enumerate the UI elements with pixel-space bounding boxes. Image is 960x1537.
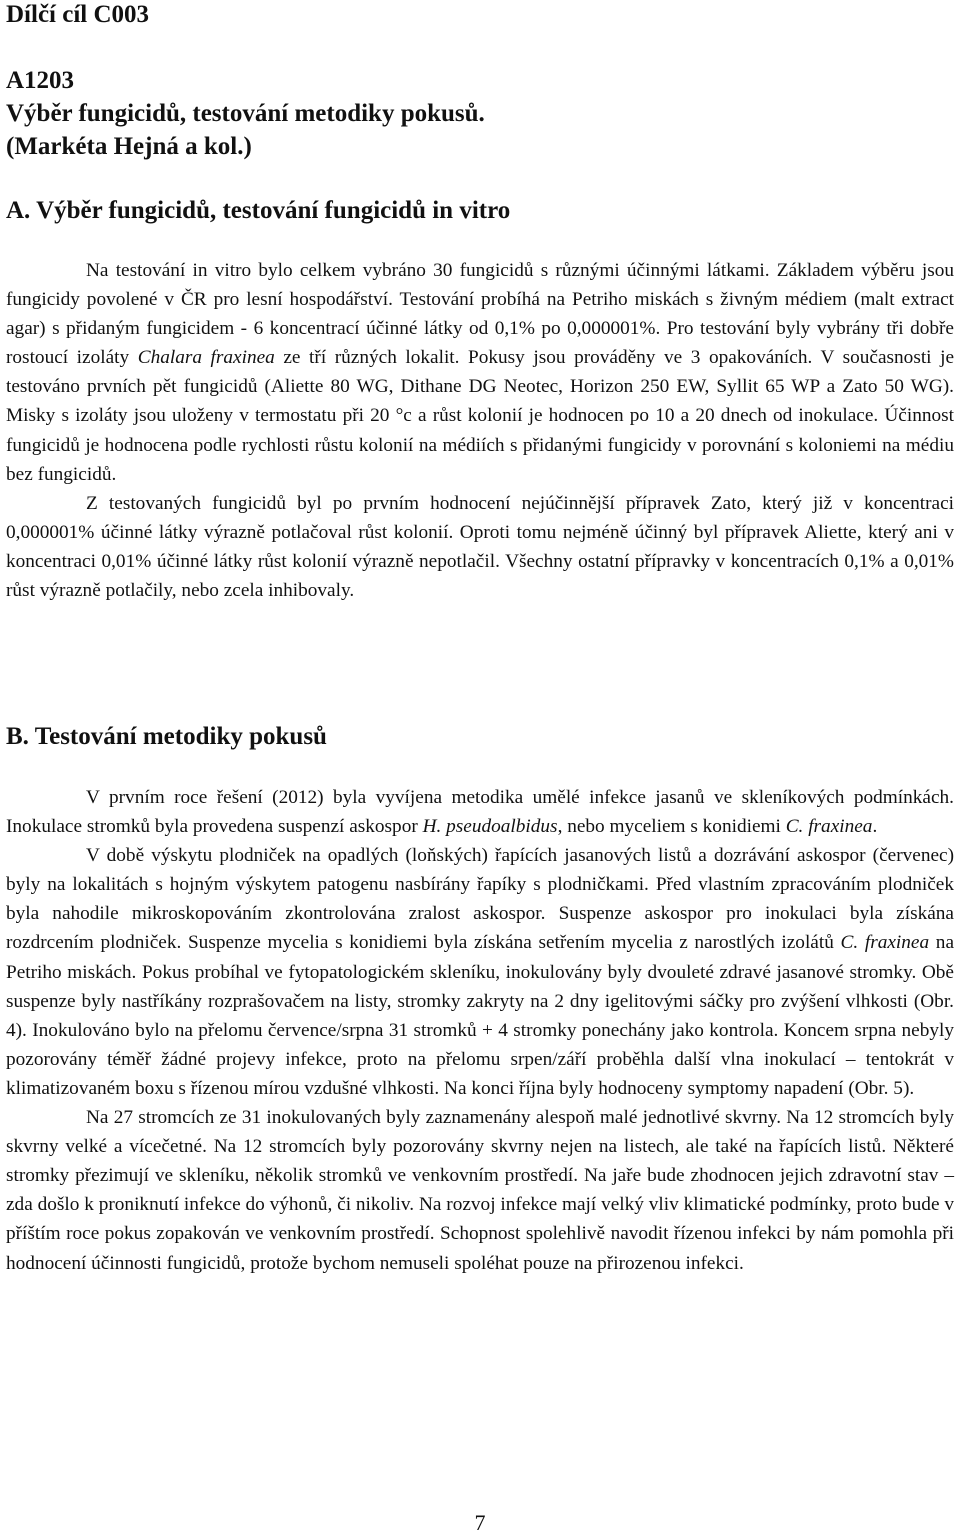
section-a-body [6, 256, 954, 605]
activity-authors: (Markéta Hejná a kol.) [6, 133, 252, 160]
section-b-body [6, 783, 954, 1278]
species-name: Chalara fraxinea [137, 347, 275, 369]
text-run: Na testování in vitro bylo celkem vybráno 30 fungicidů s různými účinnými látkami. Základem výběru jsou fungicidy povolené v ČR pro lesní hospodářství. Testování probíhá na Petriho miskách s živným médiem (malt extract agar) s přidaným fungicidem - 6 koncentrací účinné látky od 0,1% po 0,000001%. Pro testování byly vybrány tři dobře rostoucí izoláty [6, 260, 954, 369]
section-b-paragraph-2 [6, 841, 954, 1103]
text-run: V době výskytu plodniček na opadlých (loňských) řapících jasanových listů a dozrávání askospor (červenec) byly na lokalitách s hojným výskytem patogenu nasbírány řapíky s plodničkami. Před vlastním zpracováním plodniček byla nahodile mikroskopováním zkontrolována zralost askospor. Suspenze askospor pro inokulaci byla získána rozdrcením plodniček. Suspenze mycelia s konidiemi byla získána setřením mycelia z narostlých izolátů [6, 845, 954, 954]
page-number: 7 [474, 1510, 486, 1535]
section-a-paragraph-1 [6, 256, 954, 489]
text-run: . [872, 816, 878, 838]
section-a-paragraph-2: Z testovaných fungicidů byl po prvním hodnocení nejúčinnější přípravek Zato, který již v koncentraci 0,000001% účinné látky výrazně potlačoval růst kolonií. Oproti tomu nejméně účinný byl přípravek Aliette, který ani v koncentraci 0,01% účinné látky růst kolonií výrazně nepotlačil. Všechny ostatní přípravky v koncentracích 0,1% a 0,01% růst výrazně potlačily, nebo zcela inhibovaly. [6, 492, 954, 602]
species-name: C. fraxinea [840, 932, 930, 954]
species-name: C. fraxinea [785, 816, 873, 838]
activity-title: Výběr fungicidů, testování metodiky pokusů. [6, 100, 485, 127]
document-page [6, 0, 954, 1537]
section-a-heading: A. Výběr fungicidů, testování fungicidů in vitro [6, 197, 511, 224]
main-heading: Dílčí cíl C003 [6, 1, 150, 28]
text-run: na Petriho miskách. Pokus probíhal ve fytopatologickém skleníku, inokulovány byly dvouleté zdravé jasanové stromky. Obě suspenze byly nastříkány rozprašovačem na listy, stromky zakryty na 2 dny igelitovými sáčky pro zvýšení vlhkosti (Obr. 4). Inokulováno bylo na přelomu července/srpna 31 stromků + 4 stromky ponechány jako kontrola. Koncem srpna nebyly pozorovány téměř žádné projevy infekce, proto na přelomu srpen/září proběhla další vlna inokulací – tentokrát v klimatizovaném boxu s řízenou mírou vzdušné vlhkosti. Na konci října byly hodnoceny symptomy napadení (Obr. 5). [6, 932, 954, 1099]
activity-heading-block [6, 64, 485, 163]
section-b-heading: B. Testování metodiky pokusů [6, 723, 327, 750]
text-run: V prvním roce řešení (2012) byla vyvíjena metodika umělé infekce jasanů ve skleníkových podmínkách. Inokulace stromků byla provedena suspenzí askospor [6, 787, 954, 838]
species-name: H. pseudoalbidus [422, 816, 558, 838]
text-run: ze tří různých lokalit. Pokusy jsou prováděny ve 3 opakováních. V současnosti je testováno prvních pět fungicidů (Aliette 80 WG, Dithane DG Neotec, Horizon 250 EW, Syllit 65 WP a Zato 50 WG). Misky s izoláty jsou uloženy v termostatu při 20 °c a růst kolonií je hodnocen po 10 a 20 dnech od inokulace. Účinnost fungicidů je hodnocena podle rychlosti růstu kolonií na médiích s přidanými fungicidy v porovnání s koloniemi na médiu bez fungicidů. [6, 347, 955, 485]
text-run: , nebo myceliem s konidiemi [557, 816, 786, 838]
section-b-paragraph-1 [6, 783, 954, 841]
section-b-paragraph-3: Na 27 stromcích ze 31 inokulovaných byly zaznamenány alespoň malé jednotlivé skvrny. Na 12 stromcích byly skvrny velké a vícečetné. Na 12 stromcích byly pozorovány skvrny nejen na listech, ale také na řapících listů. Některé stromky přezimují ve skleníku, několik stromků ve venkovním prostředí. Na jaře bude zhodnocen jejich zdravotní stav – zda došlo k proniknutí infekce do výhonů, či nikoliv. Na rozvoj infekce mají velký vliv klimatické podmínky, proto bude v příštím roce pokus zopakován ve venkovním prostředí. Schopnost spolehlivě navodit řízenou infekci by nám pomohla při hodnocení účinnosti fungicidů, protože bychom nemuseli spoléhat pouze na přirozenou infekci. [6, 1107, 954, 1274]
activity-code: A1203 [6, 67, 75, 94]
